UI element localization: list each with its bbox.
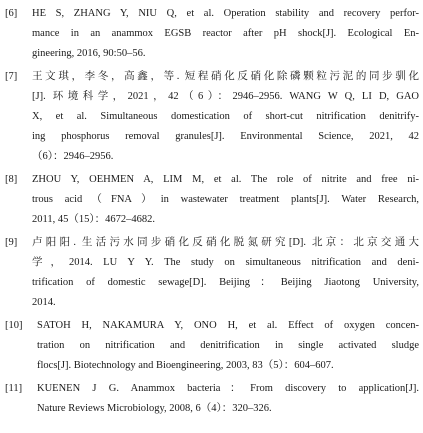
reference-line: 学，2014. LU Y Y. The study on simultaneous nitrification and deni- (32, 257, 419, 268)
reference-line: （6）：2946–2956. (32, 151, 114, 162)
reference-number: [11] (5, 383, 23, 394)
reference-line: 2014. (32, 297, 56, 308)
reference-line: ing phosphorus removal granules[J]. Environmental Science, 2021, 42 (32, 131, 419, 142)
reference-9 (5, 233, 419, 313)
reference-line: HE S, ZHANG Y, NIU Q, et al. Operation stability and recovery perfor- (32, 8, 419, 19)
reference-line: ZHOU Y, OEHMEN A, LIM M, et al. The role of nitrite and free ni- (32, 174, 419, 185)
reference-line: tration on nitrification and denitrification in single activated sludge (37, 340, 419, 351)
reference-7 (5, 67, 419, 167)
reference-10 (5, 316, 419, 376)
reference-line: trous acid（FNA）in wastewater treatment plants[J]. Water Research, (32, 194, 419, 205)
reference-line: 卢阳阳. 生活污水同步硝化反硝化脱氮研究[D]. 北京：北京交通大 (32, 237, 419, 248)
reference-line: gineering, 2016, 90:50–56. (32, 48, 146, 59)
reference-number: [9] (5, 237, 18, 248)
reference-line: flocs[J]. Biotechnology and Bioengineering, 2003, 83（5）：604–607. (37, 360, 334, 371)
reference-number: [6] (5, 8, 18, 19)
reference-line: 2011, 45（15）：4672–4682. (32, 214, 155, 225)
reference-number: [8] (5, 174, 18, 185)
reference-8 (5, 170, 419, 230)
reference-6 (5, 4, 419, 64)
reference-number: [7] (5, 71, 18, 82)
reference-line: [J]. 环境科学，2021，42（6）：2946–2956. WANG W Q, LI D, GAO (32, 91, 419, 102)
reference-line: trification of domestic sewage[D]. Beijing：Beijing Jiaotong University, (32, 277, 419, 288)
reference-line: mance in an anammox EGSB reactor after pH shock[J]. Ecological En- (32, 28, 419, 39)
reference-number: [10] (5, 320, 23, 331)
reference-list (5, 4, 419, 422)
reference-11 (5, 379, 419, 419)
reference-line: SATOH H, NAKAMURA Y, ONO H, et al. Effect of oxygen concen- (37, 320, 419, 331)
reference-line: X, et al. Simultaneous domestication of short-cut nitrification denitrify- (32, 111, 419, 122)
reference-line: KUENEN J G. Anammox bacteria：From discovery to application[J]. (37, 383, 419, 394)
reference-line: Nature Reviews Microbiology, 2008, 6（4）：320–326. (37, 403, 272, 414)
reference-line: 王文琪，李冬，高鑫，等. 短程硝化反硝化除磷颗粒污泥的同步驯化 (32, 71, 419, 82)
